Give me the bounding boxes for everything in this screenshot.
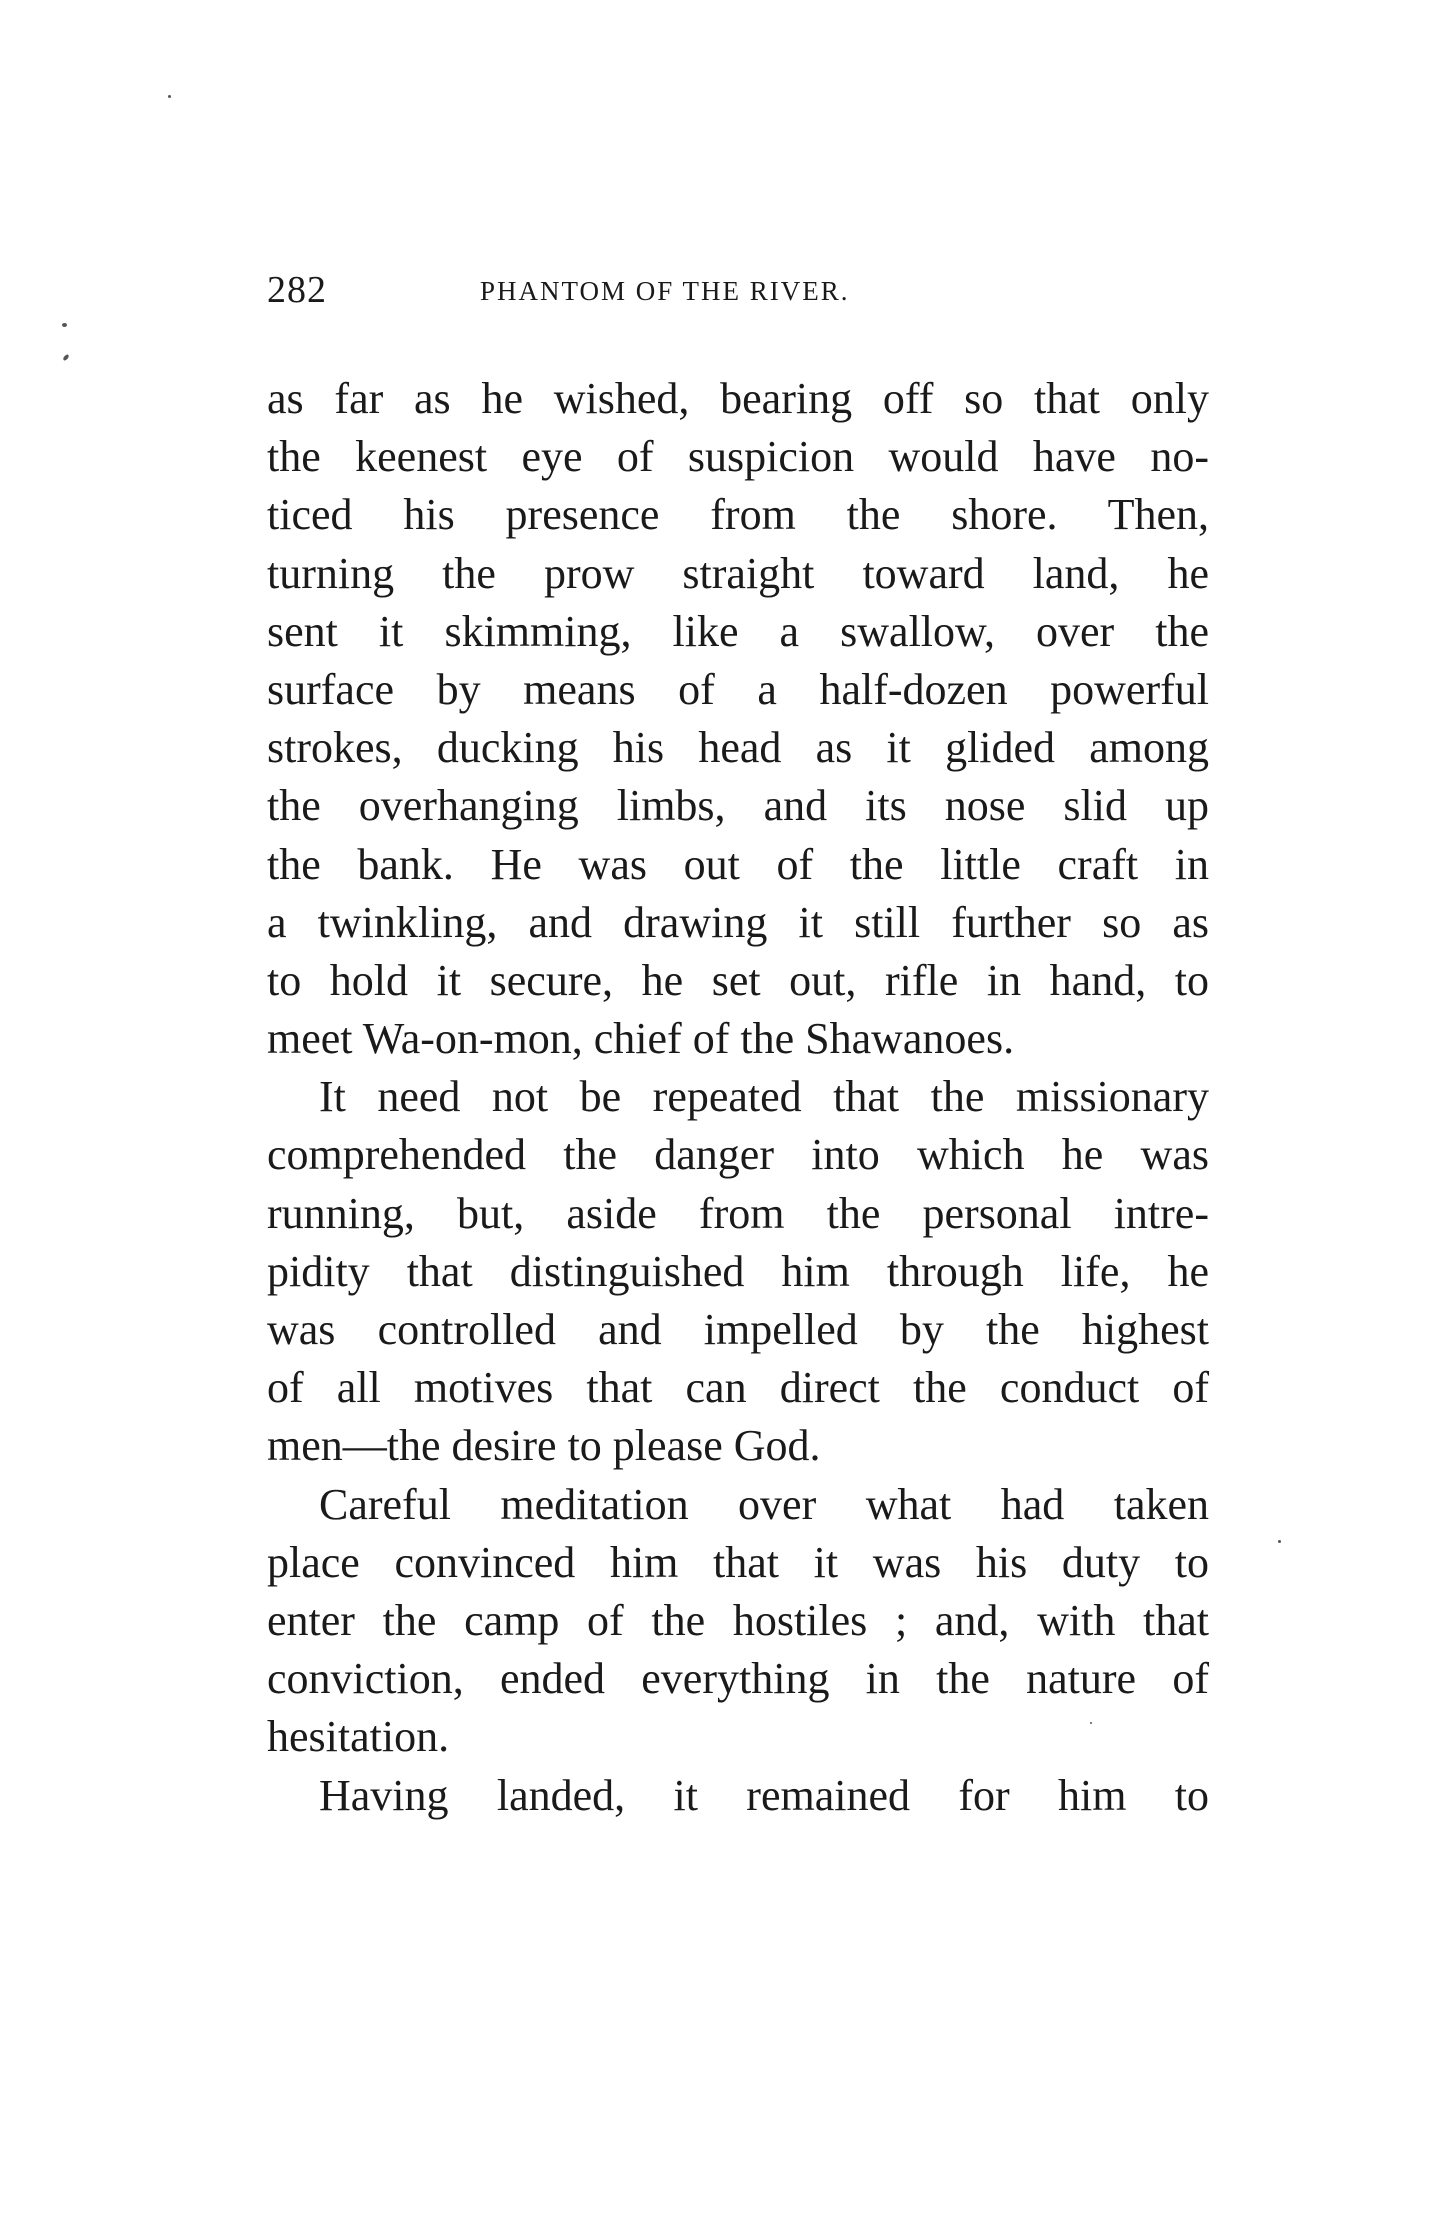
- ink-speck: [62, 354, 70, 362]
- text-line: conviction, ended everything in the nature of: [267, 1654, 1209, 1704]
- text-line: It need not be repeated that the missionary: [319, 1072, 1209, 1122]
- page-header: [267, 268, 1227, 328]
- text-line: as far as he wished, bearing off so that only: [267, 374, 1209, 423]
- text-line: turning the prow straight toward land, he: [267, 548, 1209, 598]
- text-line: Having landed, it remained for him to: [319, 1770, 1209, 1820]
- text-line: ticed his presence from the shore. Then,: [267, 490, 1209, 540]
- text-line: a twinkling, and drawing it still further so as: [267, 897, 1209, 947]
- page-number: 282: [267, 269, 327, 311]
- text-line: place convinced him that it was his duty to: [267, 1537, 1209, 1587]
- ink-speck: [62, 323, 67, 327]
- text-line: enter the camp of the hostiles ; and, with that: [267, 1595, 1209, 1645]
- body-text: [267, 370, 1209, 1825]
- text-line: to hold it secure, he set out, rifle in hand, to: [267, 955, 1209, 1005]
- text-line: men—the desire to please God.: [267, 1421, 821, 1471]
- text-line: surface by means of a half-dozen powerful: [267, 664, 1209, 714]
- text-line: Careful meditation over what had taken: [319, 1479, 1209, 1529]
- text-line: meet Wa-on-mon, chief of the Shawanoes.: [267, 1014, 1015, 1064]
- text-line: hesitation.: [267, 1712, 450, 1762]
- text-line: the keenest eye of suspicion would have no-: [267, 432, 1209, 482]
- text-line: strokes, ducking his head as it glided among: [267, 723, 1209, 773]
- text-line: of all motives that can direct the conduct of: [267, 1363, 1209, 1413]
- ink-speck: [168, 95, 171, 98]
- text-line: was controlled and impelled by the highest: [267, 1305, 1209, 1354]
- text-line: the bank. He was out of the little craft in: [267, 839, 1209, 889]
- text-line: the overhanging limbs, and its nose slid up: [267, 781, 1209, 831]
- text-line: running, but, aside from the personal intre-: [267, 1188, 1209, 1238]
- running-title: PHANTOM OF THE RIVER.: [480, 276, 850, 306]
- text-line: comprehended the danger into which he was: [267, 1130, 1209, 1180]
- text-line: pidity that distinguished him through life, he: [267, 1246, 1209, 1296]
- ink-speck: [1278, 1540, 1281, 1543]
- text-line: sent it skimming, like a swallow, over the: [267, 606, 1209, 656]
